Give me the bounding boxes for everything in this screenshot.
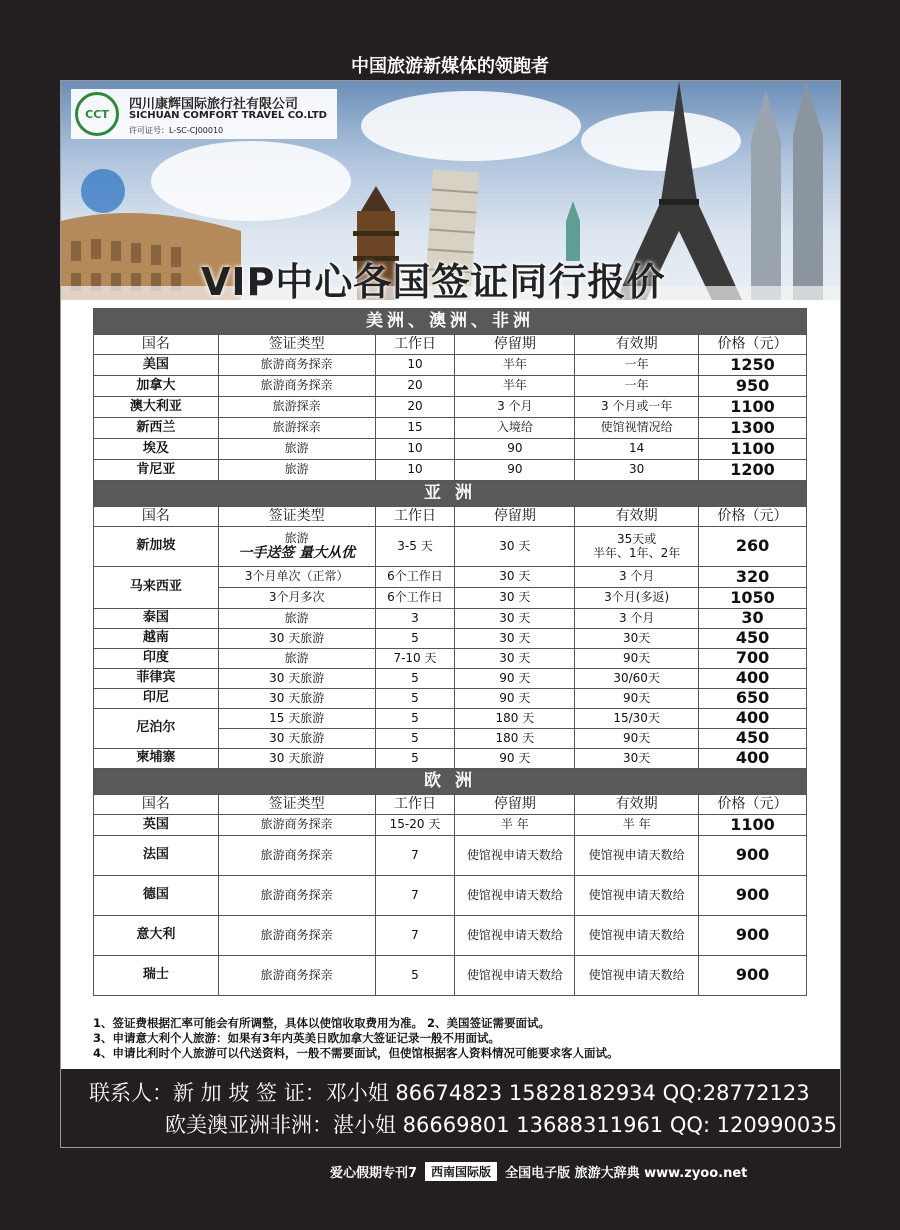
table-row: 尼泊尔 15 天旅游 5 180 天 15/30天 400	[94, 709, 807, 729]
promo-text: 一手送签 量大从优	[238, 545, 356, 562]
validity-line-2: 半年、1年、2年	[593, 545, 681, 560]
table-row: 英国 旅游商务探亲 15-20 天 半 年 半 年 1100	[94, 815, 807, 836]
table-row: 新西兰 旅游探亲 15 入境给 使馆视情况给 1300	[94, 418, 807, 439]
company-name-cn: 四川康辉国际旅行社有限公司	[129, 97, 299, 112]
table-row: 意大利 旅游商务探亲 7 使馆视申请天数给 使馆视申请天数给 900	[94, 916, 807, 956]
table-row: 加拿大 旅游商务探亲 20 半年 一年 950	[94, 376, 807, 397]
region-header-americas: 美洲、澳洲、非洲	[94, 309, 807, 335]
table-row: 印度 旅游 7-10 天 30 天 90天 700	[94, 649, 807, 669]
table-header-row: 国名 签证类型 工作日 停留期 有效期 价格（元）	[94, 335, 807, 355]
note-line: 1、签证费根据汇率可能会有所调整，具体以使馆收取费用为准。 2、美国签证需要面试。	[93, 1016, 551, 1030]
company-name-en: SICHUAN COMFORT TRAVEL CO.LTD	[129, 110, 327, 121]
footer	[330, 1160, 842, 1182]
table-row: 3个月多次 6个工作日 30 天 3个月(多返) 1050	[94, 588, 807, 609]
table-row: 柬埔寨 30 天旅游 5 90 天 30天 400	[94, 749, 807, 769]
visa-price-table	[93, 308, 807, 996]
company-logo	[71, 89, 337, 139]
contact-line-singapore: 联系人：新 加 坡 签 证：邓小姐 86674823 15828182934 QQ:28772123	[89, 1081, 810, 1105]
visa-type: 旅游	[284, 530, 309, 545]
footer-edition: 西南国际版	[425, 1162, 497, 1181]
note-line: 3、申请意大利个人旅游：如果有3年内英美日欧加拿大签证记录一般不用面试。	[93, 1031, 500, 1045]
note-line: 4、申请比利时个人旅游可以代送资料，一般不需要面试，但使馆根据客人资料情况可能要求客人面试。	[93, 1046, 619, 1060]
contact-bar	[61, 1069, 841, 1148]
validity-line-1: 35天或	[617, 531, 657, 546]
table-row: 泰国 旅游 3 30 天 3 个月 30	[94, 609, 807, 629]
page-title: VIP中心各国签证同行报价	[201, 260, 666, 300]
contact-line-general: 欧美澳亚洲非洲：湛小姐 86669801 13688311961 QQ: 120990035	[165, 1113, 837, 1137]
table-row: 德国 旅游商务探亲 7 使馆视申请天数给 使馆视申请天数给 900	[94, 876, 807, 916]
top-slogan: 中国旅游新媒体的领跑者	[351, 56, 549, 77]
table-row: 埃及 旅游 10 90 14 1100	[94, 439, 807, 460]
license-number: 许可证号：L-SC-CJ00010	[129, 126, 224, 135]
region-header-europe: 欧 洲	[94, 769, 807, 795]
table-row: 美国 旅游商务探亲 10 半年 一年 1250	[94, 355, 807, 376]
table-row: 菲律宾 30 天旅游 5 90 天 30/60天 400	[94, 669, 807, 689]
table-row: 法国 旅游商务探亲 7 使馆视申请天数给 使馆视申请天数给 900	[94, 836, 807, 876]
region-header-asia: 亚 洲	[94, 481, 807, 507]
flyer-page	[60, 80, 841, 1148]
table-row: 瑞士 旅游商务探亲 5 使馆视申请天数给 使馆视申请天数给 900	[94, 956, 807, 996]
cct-logo-icon: CCT	[75, 92, 119, 136]
table-row: 肯尼亚 旅游 10 90 30 1200	[94, 460, 807, 481]
table-header-row: 国名 签证类型 工作日 停留期 有效期 价格（元）	[94, 795, 807, 815]
notes	[93, 1016, 833, 1061]
table-row: 新加坡 旅游 一手送签 量大从优 3-5 天 30 天 35天或 半年、1年、2年 260	[94, 527, 807, 567]
banner	[61, 81, 841, 300]
table-header-row: 国名 签证类型 工作日 停留期 有效期 价格（元）	[94, 507, 807, 527]
footer-issue: 爱心假期专刊7	[330, 1165, 418, 1181]
table-row: 马来西亚 3个月单次（正常） 6个工作日 30 天 3 个月 320	[94, 567, 807, 588]
footer-site: 全国电子版 旅游大辞典 www.zyoo.net	[505, 1165, 748, 1181]
table-row: 印尼 30 天旅游 5 90 天 90天 650	[94, 689, 807, 709]
table-row: 越南 30 天旅游 5 30 天 30天 450	[94, 629, 807, 649]
table-row: 澳大利亚 旅游探亲 20 3 个月 3 个月或一年 1100	[94, 397, 807, 418]
table-row: 30 天旅游 5 180 天 90天 450	[94, 729, 807, 749]
